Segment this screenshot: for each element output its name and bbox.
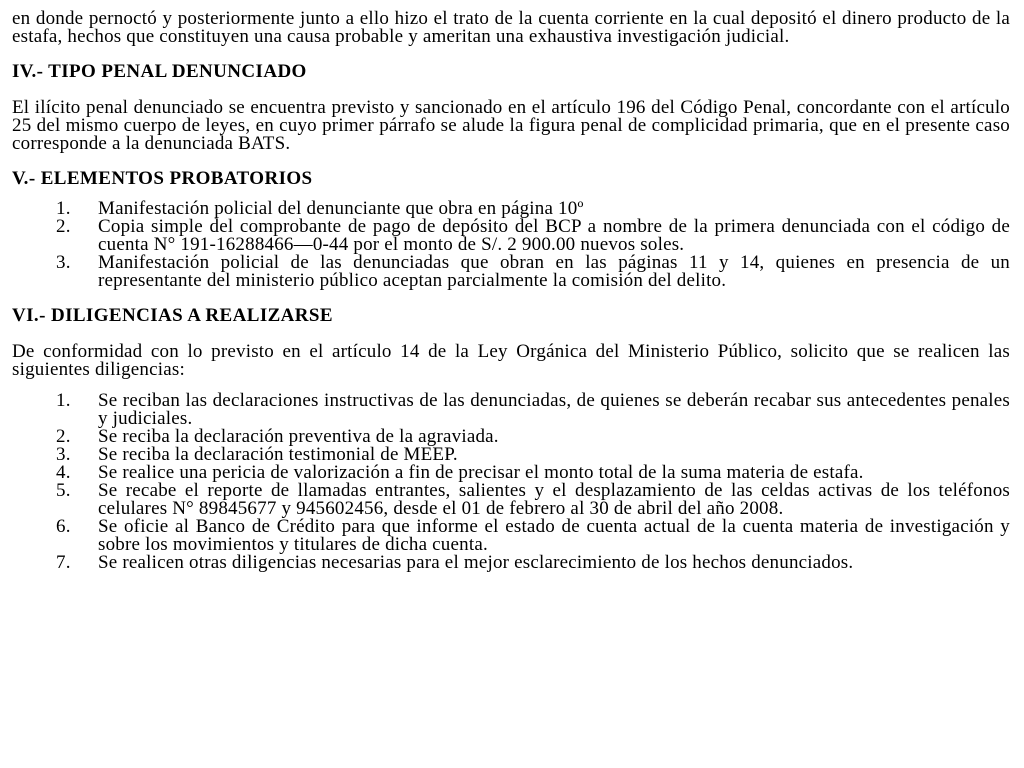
list-item-number: 4.: [56, 462, 71, 483]
list-item-text: Manifestación policial del denunciante que obra en página 10º: [98, 198, 584, 219]
section-iv-heading: IV.- TIPO PENAL DENUNCIADO: [12, 61, 307, 82]
list-item-text: Se realicen otras diligencias necesarias para el mejor esclarecimiento de los hechos denunciados.: [98, 552, 854, 573]
list-item: [12, 518, 1010, 554]
document-page: [12, 10, 1010, 572]
list-item-text: Se reciban las declaraciones instructivas de las denunciadas, de quienes se deberán recabar sus antecedentes penales y judiciales.: [98, 390, 1010, 429]
list-item: [12, 392, 1010, 428]
list-item-number: 3.: [56, 252, 71, 273]
list-item-text: Se realice una pericia de valorización a fin de precisar el monto total de la suma materia de estafa.: [98, 462, 864, 483]
list-item-number: 2.: [56, 426, 71, 447]
list-item-text: Manifestación policial de las denunciadas que obran en las páginas 11 y 14, quienes en presencia de un representante del ministerio público aceptan parcialmente la comisión del delito.: [98, 252, 1010, 291]
list-item-number: 2.: [56, 216, 71, 237]
list-item: [12, 218, 1010, 254]
list-item-number: 7.: [56, 552, 71, 573]
list-item-text: Se reciba la declaración testimonial de MEEP.: [98, 444, 458, 465]
section-iv-paragraph: El ilícito penal denunciado se encuentra previsto y sancionado en el artículo 196 del Código Penal, concordante con el artículo 25 del mismo cuerpo de leyes, en cuyo primer párrafo se alude la figura penal de complicidad primaria, que en el presente caso corresponde a la denunciada BATS.: [12, 97, 1010, 154]
list-item-number: 5.: [56, 480, 71, 501]
list-item: [12, 254, 1010, 290]
section-vi-paragraph: De conformidad con lo previsto en el artículo 14 de la Ley Orgánica del Ministerio Público, solicito que se realicen las siguientes diligencias:: [12, 341, 1010, 380]
procedures-list: [12, 392, 1010, 572]
section-vi-heading: VI.- DILIGENCIAS A REALIZARSE: [12, 305, 333, 326]
list-item-text: Se reciba la declaración preventiva de la agraviada.: [98, 426, 499, 447]
list-item-number: 3.: [56, 444, 71, 465]
list-item: [12, 482, 1010, 518]
evidence-list: [12, 200, 1010, 290]
section-v-heading: V.- ELEMENTOS PROBATORIOS: [12, 168, 313, 189]
intro-paragraph: en donde pernoctó y posteriormente junto a ello hizo el trato de la cuenta corriente en la cual depositó el dinero producto de la estafa, hechos que constituyen una causa probable y ameritan una exhaustiva investigación judicial.: [12, 8, 1010, 47]
list-item-text: Copia simple del comprobante de pago de depósito del BCP a nombre de la primera denunciada con el código de cuenta N° 191-16288466—0-44 por el monto de S/. 2 900.00 nuevos soles.: [98, 216, 1010, 255]
list-item-number: 1.: [56, 390, 71, 411]
list-item-number: 6.: [56, 516, 71, 537]
list-item-number: 1.: [56, 198, 71, 219]
list-item: [12, 554, 1010, 572]
list-item-text: Se oficie al Banco de Crédito para que informe el estado de cuenta actual de la cuenta materia de investigación y sobre los movimientos y titulares de dicha cuenta.: [98, 516, 1010, 555]
list-item-text: Se recabe el reporte de llamadas entrantes, salientes y el desplazamiento de las celdas activas de los teléfonos celulares N° 89845677 y 945602456, desde el 01 de febrero al 30 de abril del año 2008.: [98, 480, 1010, 519]
